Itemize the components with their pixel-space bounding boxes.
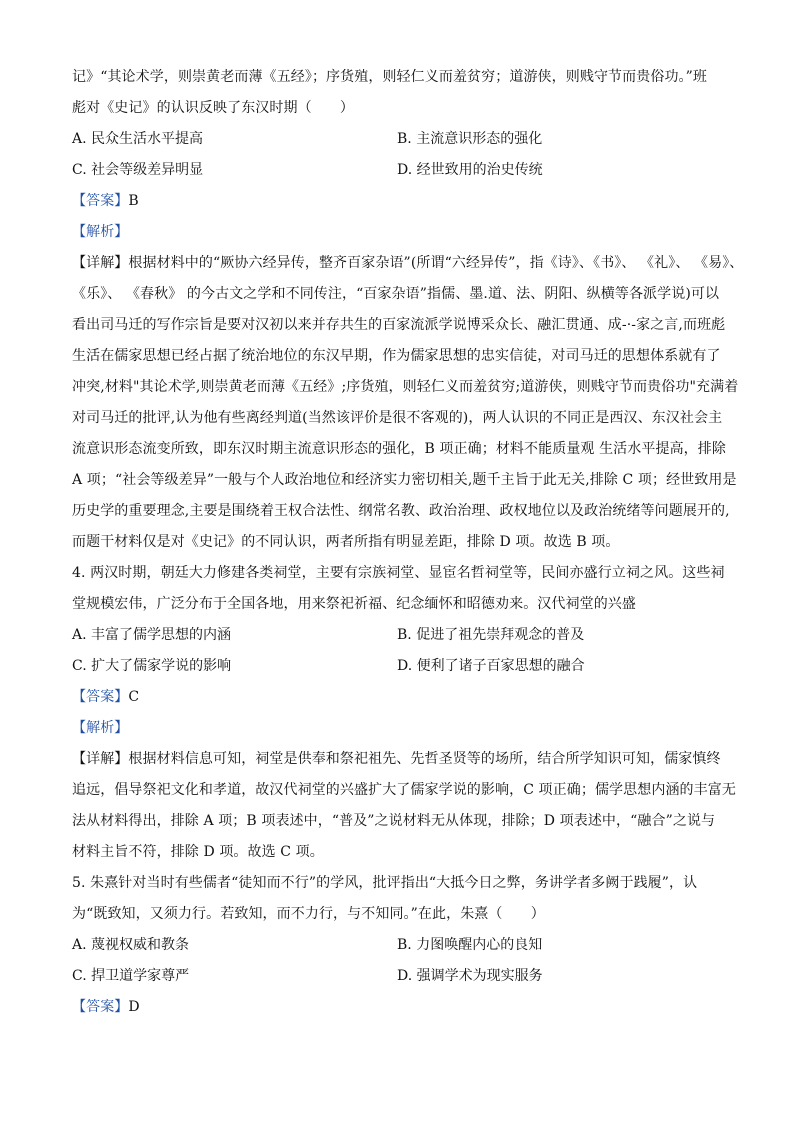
q3-analysis-tag: 【解析】 (72, 224, 129, 240)
q4-detail-tag: 【详解】 (72, 751, 129, 767)
q5-option-d: D. 强调学术为现实服务 (397, 968, 543, 984)
q3-options-row-1 (72, 124, 724, 155)
q4-answer-value: C (128, 689, 140, 705)
q5-options-row-1 (72, 930, 724, 961)
q4-options-row-1 (72, 620, 724, 651)
q5-answer-tag: 【答案】 (72, 999, 129, 1015)
q5-option-a: A. 蔑视权威和教条 (72, 937, 190, 953)
q3-answer (72, 186, 724, 217)
q4-detail-line-3: 法从材料得出，排除 A 项；B 项表述中，“普及”之说材料无从体现，排除；D 项表述中，“融合”之说与 (72, 813, 716, 829)
q3-answer-tag: 【答案】 (72, 193, 129, 209)
q3-detail-line-1 (72, 248, 744, 279)
q4-analysis-heading (72, 713, 724, 744)
q4-option-b: B. 促进了祖先崇拜观念的普及 (397, 627, 585, 643)
q3-detail-tag: 【详解】 (72, 255, 129, 271)
q4-analysis-tag: 【解析】 (72, 720, 129, 736)
q4-answer (72, 682, 724, 713)
document-page (72, 62, 744, 1023)
q5-option-c: C. 捍卫道学家尊严 (72, 968, 190, 984)
q4-stem-line-1: 4. 两汉时期，朝廷大力修建各类祠堂，主要有宗族祠堂、显宦名哲祠堂等，民间亦盛行立祠之风。这些祠 (72, 565, 725, 581)
q4-option-a: A. 丰富了儒学思想的内涵 (72, 627, 232, 643)
q3-detail-line-3: 看出司马迁的写作宗旨是要对汉初以来并存共生的百家流派学说博采众长、融汇贯通、成-·-家之言,而班彪 (72, 317, 726, 333)
q4-detail-text-1: 根据材料信息可知，祠堂是供奉和祭祀祖先、先哲圣贤等的场所，结合所学知识可知，儒家慎终 (128, 751, 721, 767)
q5-stem-line-2: 为“既致知，又须力行。若致知，而不力行，与不知同。”在此，朱熹（ ） (72, 906, 545, 922)
q3-detail-text-1: 根据材料中的“厥协六经异传，整齐百家杂语”(所谓“六经异传”，指《诗》、《书》、 《礼》、 《易》、 (128, 255, 744, 271)
q3-detail-line-5: 冲突,材料"其论术学,则崇黄老而薄《五经》;序货殖，则轻仁义而羞贫穷;道游侠，则贱守节而贵俗功"充满着 (72, 379, 739, 395)
q4-option-c: C. 扩大了儒家学说的影响 (72, 658, 232, 674)
q3-detail-line-6: 对司马迁的批评,认为他有些离经判道(当然该评价是很不客观的)，两人认识的不同正是西汉、东汉社会主 (72, 410, 723, 426)
q3-option-b: B. 主流意识形态的强化 (397, 131, 543, 147)
q4-answer-tag: 【答案】 (72, 689, 129, 705)
q3-option-c: C. 社会等级差异明显 (72, 162, 204, 178)
q3-detail-line-8: A 项；“社会等级差异”一般与个人政治地位和经济实力密切相关,题千主旨于此无关,排除 C 项；经世致用是 (72, 472, 737, 488)
q5-answer (72, 992, 724, 1023)
q3-analysis-heading (72, 217, 724, 248)
q3-options-row-2 (72, 155, 724, 186)
q3-detail-line-10: 而题干材料仅是对《史记》的不同认识，两者所指有明显差距，排除 D 项。故选 B 项。 (72, 534, 620, 550)
q3-option-a: A. 民众生活水平提高 (72, 131, 204, 147)
q3-stem-line-2: 彪对《史记》的认识反映了东汉时期（ ） (72, 100, 354, 116)
q5-options-row-2 (72, 961, 724, 992)
q4-detail-line-2: 追远，倡导祭祀文化和孝道，故汉代祠堂的兴盛扩大了儒家学说的影响，C 项正确；儒学思想内涵的丰富无 (72, 782, 736, 798)
q3-detail-line-4: 生活在儒家思想已经占据了统治地位的东汉早期，作为儒家思想的忠实信徒，对司马迁的思想体系就有了 (72, 348, 721, 364)
q3-option-d: D. 经世致用的治史传统 (397, 162, 543, 178)
q3-stem-line-1: 记》“其论术学，则崇黄老而薄《五经》；序货殖，则轻仁义而羞贫穷；道游侠，则贱守节而贵俗功。”班 (72, 69, 708, 85)
q5-stem-line-1: 5. 朱熹针对当时有些儒者“徒知而不行”的学风，批评指出“大抵今日之弊，务讲学者多阙于践履”，认 (72, 875, 698, 891)
q4-option-d: D. 便利了诸子百家思想的融合 (397, 658, 585, 674)
q3-answer-value: B (128, 193, 139, 209)
q4-options-row-2 (72, 651, 724, 682)
q3-detail-line-2: 《乐》、 《春秋》 的今古文之学和不同传注，“百家杂语”指儒、墨.道、法、阴阳、纵横等各派学说)可以 (72, 286, 720, 302)
q4-detail-line-1 (72, 744, 724, 775)
q5-option-b: B. 力图唤醒内心的良知 (397, 937, 543, 953)
q4-detail-line-4: 材料主旨不符，排除 D 项。故选 C 项。 (72, 844, 324, 860)
q3-detail-line-9: 历史学的重要理念,主要是围绕着王权合法性、纲常名教、政治治理、政权地位以及政治统绪等问题展开的, (72, 503, 730, 519)
q5-answer-value: D (128, 999, 140, 1015)
q4-stem-line-2: 堂规模宏伟，广泛分布于全国各地，用来祭祀祈福、纪念缅怀和昭德劝来。汉代祠堂的兴盛 (72, 596, 636, 612)
q3-detail-line-7: 流意识形态流变所致，即东汉时期主流意识形态的强化，B 项正确；材料不能质量观 生活水平提高，排除 (72, 441, 726, 457)
